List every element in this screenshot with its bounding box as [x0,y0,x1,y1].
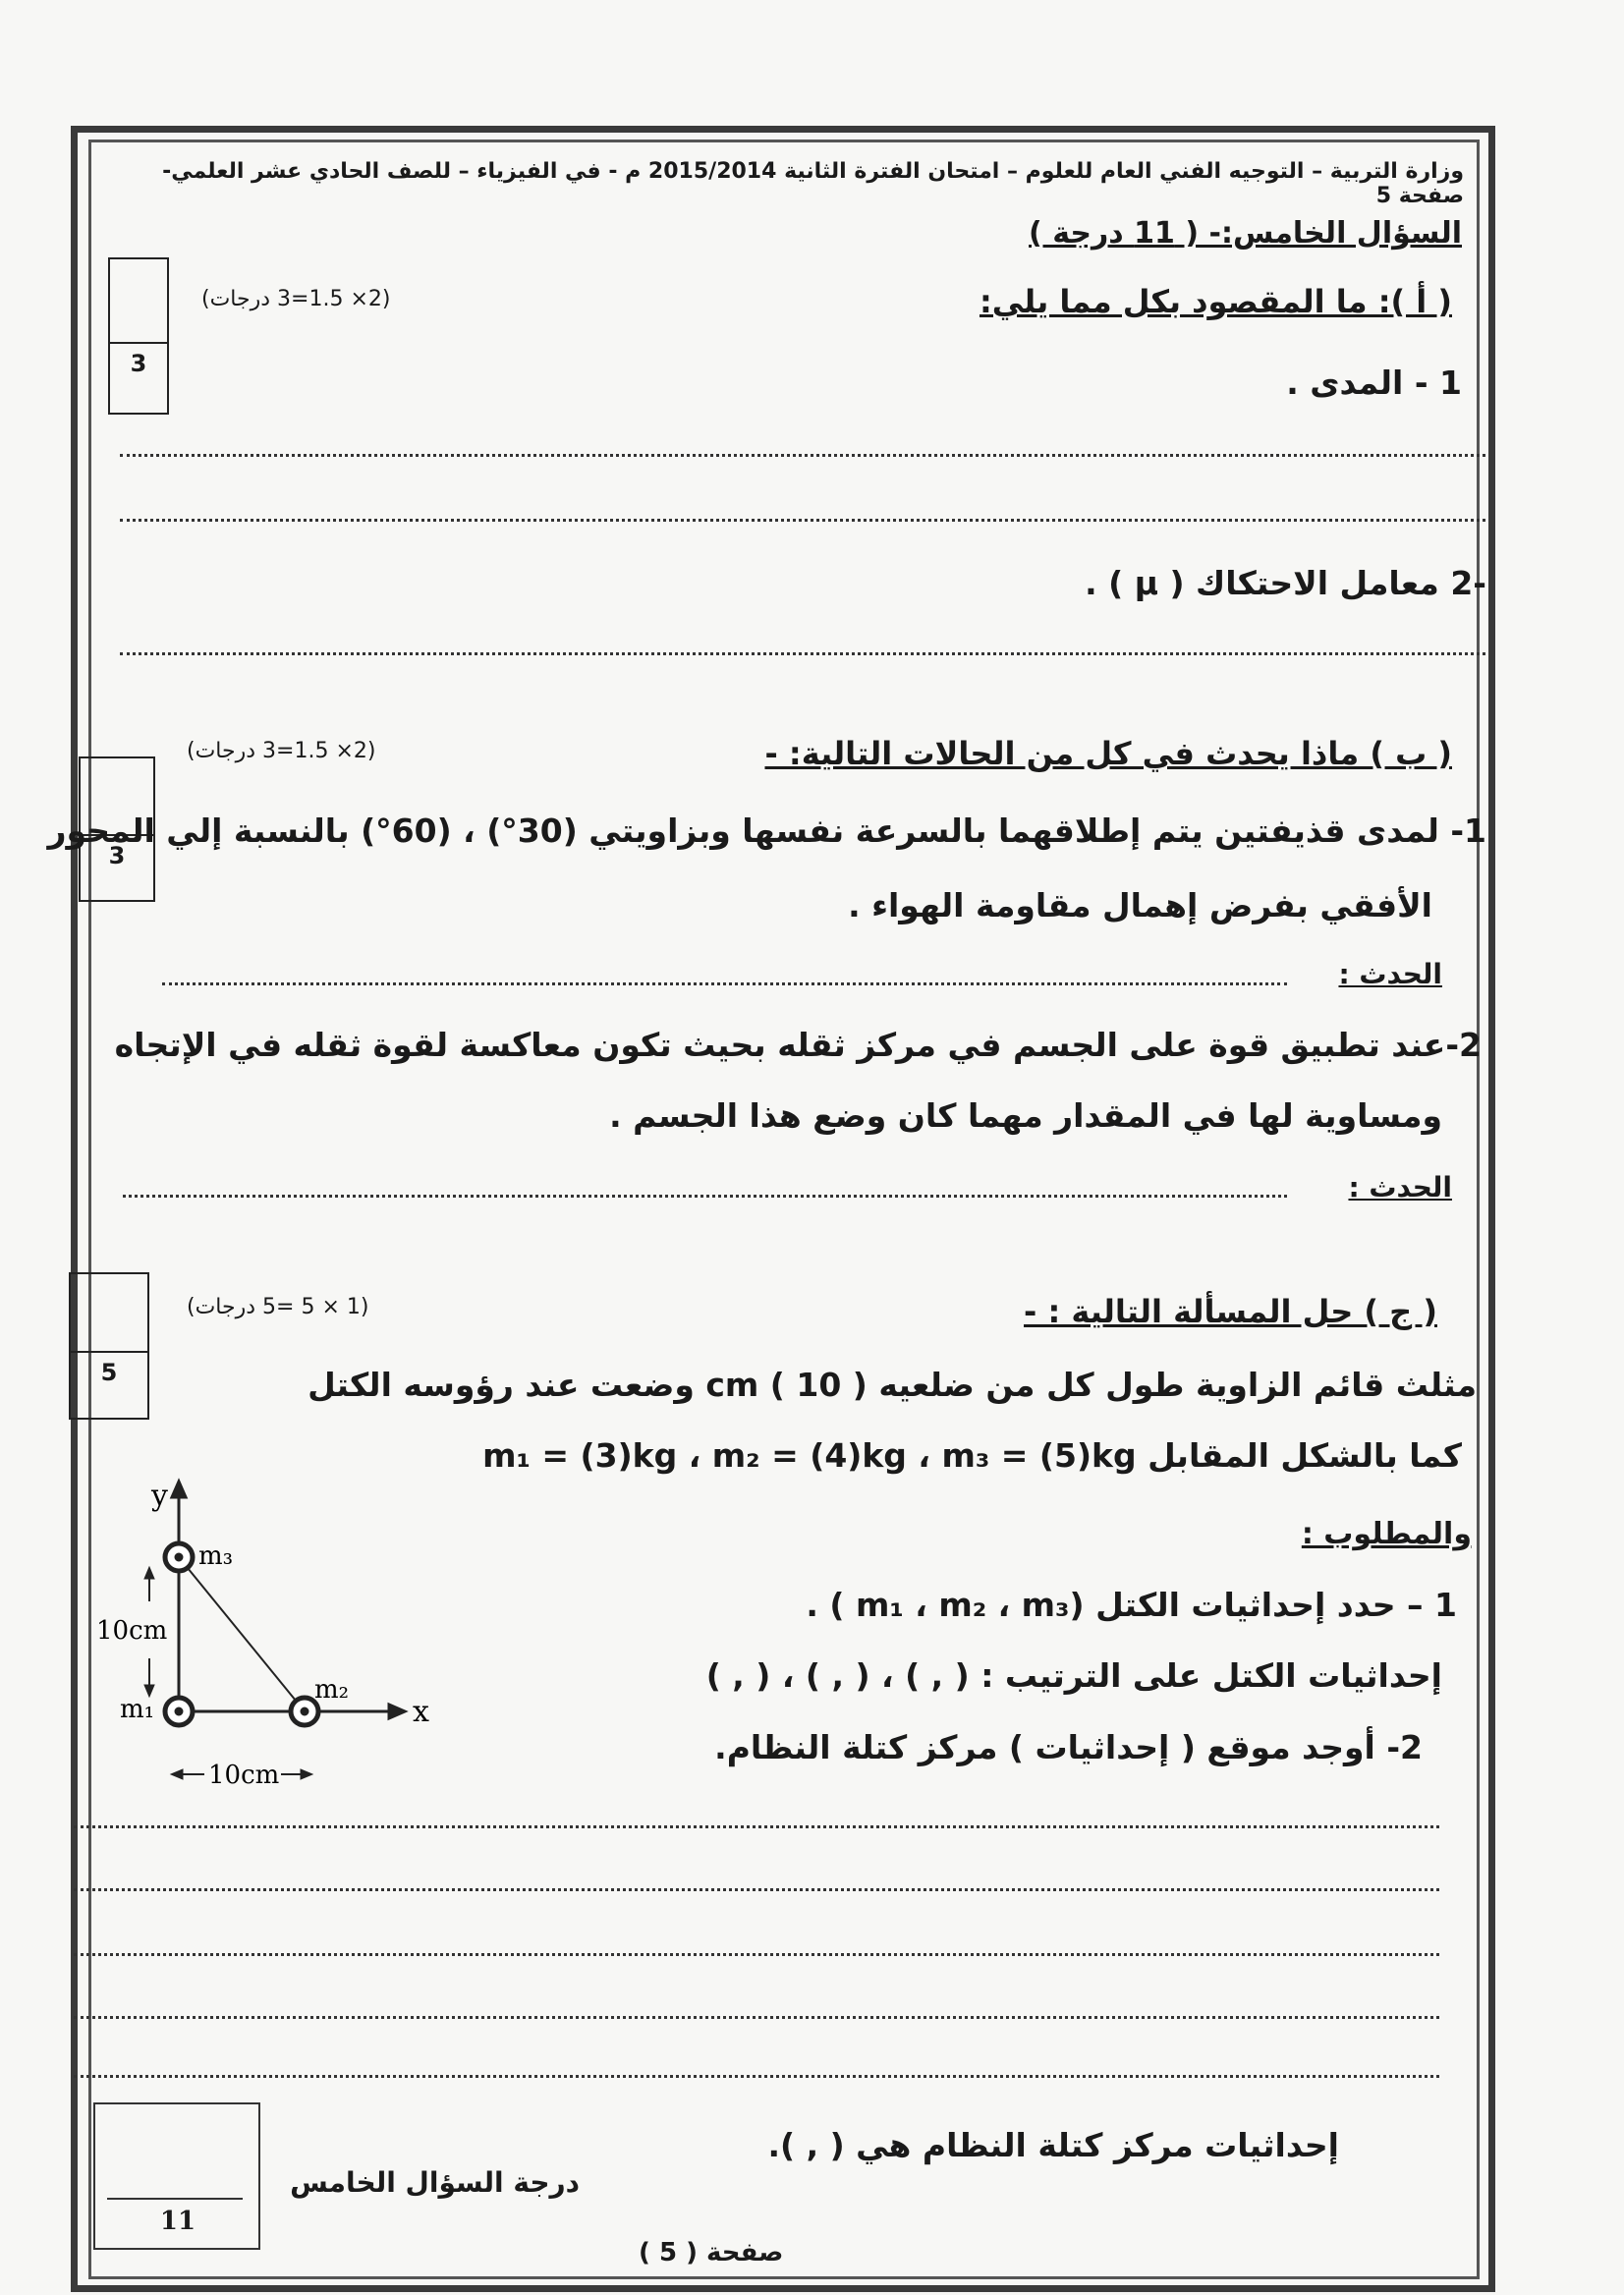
question-grade-box [93,2102,260,2250]
vertical-length-label: 10cm [96,1616,168,1646]
m3-label: m₃ [198,1541,234,1571]
mass-m3-center [176,1554,182,1560]
part-a-item-2: -2 معامل الاحتكاك ( μ ) . [1085,564,1486,602]
answer-line[interactable] [162,982,1287,985]
answer-line[interactable] [74,1953,1439,1956]
y-axis-arrow-icon [172,1482,186,1497]
y-axis-label: y [151,1479,168,1513]
part-a-score: 3 [130,349,147,377]
part-b-answer-label-2: الحدث : [1348,1171,1452,1203]
part-c-coords-line: إحداثيات الكتل على الترتيب : ( , ) ، ( , ) ، ( , ) [705,1656,1442,1695]
score-box-blank [110,259,167,344]
mass-m1-center [176,1708,182,1714]
page-number: صفحة ( 5 ) [639,2238,784,2267]
answer-line[interactable] [74,1825,1439,1828]
answer-line[interactable] [74,1888,1439,1891]
part-c-title: ( ج ) حل المسألة التالية : - [1024,1293,1437,1330]
answer-line[interactable] [74,2075,1439,2078]
grade-divider [107,2198,243,2200]
question-title: السؤال الخامس:- ( 11 درجة ) [1029,216,1462,251]
part-c-required: والمطلوب : [1301,1517,1472,1551]
dim-arrow-right-icon [301,1769,312,1779]
part-b-title: ( ب ) ماذا يحدث في كل من الحالات التالية: - [764,735,1452,772]
part-b-item-1-line-1: 1- لمدى قذيفتين يتم إطلاقهما بالسرعة نفسها وبزاويتي (30°) ، (60°) بالنسبة إلي المحور [47,812,1486,850]
hypotenuse [179,1557,305,1711]
part-b-answer-label-1: الحدث : [1338,958,1442,990]
dim-arrow-up-icon [144,1567,154,1579]
part-c-line-2: m₁ = (3)kg ، m₂ = (4)kg ، m₃ = (5)kg كما بالشكل المقابل [482,1436,1462,1475]
part-a-score-box [108,257,169,415]
part-c-marks-note: (1 × 5 =5 درجات) [187,1295,369,1319]
part-a-marks-note: (2× 1.5=3 درجات) [201,287,391,311]
x-axis-label: x [413,1695,429,1729]
score-box-blank [71,1274,147,1353]
answer-line[interactable] [120,652,1485,655]
answer-line[interactable] [123,1195,1287,1198]
part-b-score: 3 [108,842,126,870]
part-a-title: ( أ ): ما المقصود بكل مما يلي: [979,283,1452,320]
answer-line[interactable] [120,519,1485,522]
part-b-marks-note: (2× 1.5=3 درجات) [187,739,376,763]
x-axis-arrow-icon [389,1705,405,1718]
part-c-line-1: مثلث قائم الزاوية طول كل من ضلعيه cm ( 10 ) وضعت عند رؤوسه الكتل [308,1366,1477,1404]
m2-label: m₂ [314,1675,350,1705]
part-c-final-line: إحداثيات مركز كتلة النظام هي ( , ). [767,2126,1339,2164]
part-c-score: 5 [100,1359,118,1387]
page-inner-border [88,140,1480,2279]
part-c-score-box [69,1272,149,1420]
part-c-task-1: 1 – حدد إحداثيات الكتل (m₁ ، m₂ ، m₃ ) . [806,1586,1457,1624]
exam-header: وزارة التربية – التوجيه الفني العام للعلوم – امتحان الفترة الثانية 2015/2014 م - في الفيزياء – للصف الحادي عشر العلمي- صفحة 5 [162,159,1464,208]
mass-m2-center [302,1708,308,1714]
question-total: 11 [159,2207,196,2236]
horizontal-length-label: 10cm [208,1761,280,1790]
part-a-item-1: 1 - المدى . [1286,364,1462,402]
part-b-item-2-line-2: ومساوية لها في المقدار مهما كان وضع هذا الجسم . [609,1096,1442,1135]
m1-label: m₁ [120,1695,155,1724]
part-b-item-2-line-1: 2-عند تطبيق قوة على الجسم في مركز ثقله بحيث تكون معاكسة لقوة ثقله في الإتجاه [114,1026,1482,1064]
right-triangle-diagram [79,1474,472,1798]
dim-arrow-left-icon [171,1769,183,1779]
answer-line[interactable] [120,454,1485,457]
part-c-task-2: 2- أوجد موقع ( إحداثيات ) مركز كتلة النظام. [714,1728,1423,1766]
part-b-item-1-line-2: الأفقي بفرض إهمال مقاومة الهواء . [848,886,1432,924]
grade-label: درجة السؤال الخامس [290,2166,580,2199]
answer-line[interactable] [74,2016,1439,2019]
